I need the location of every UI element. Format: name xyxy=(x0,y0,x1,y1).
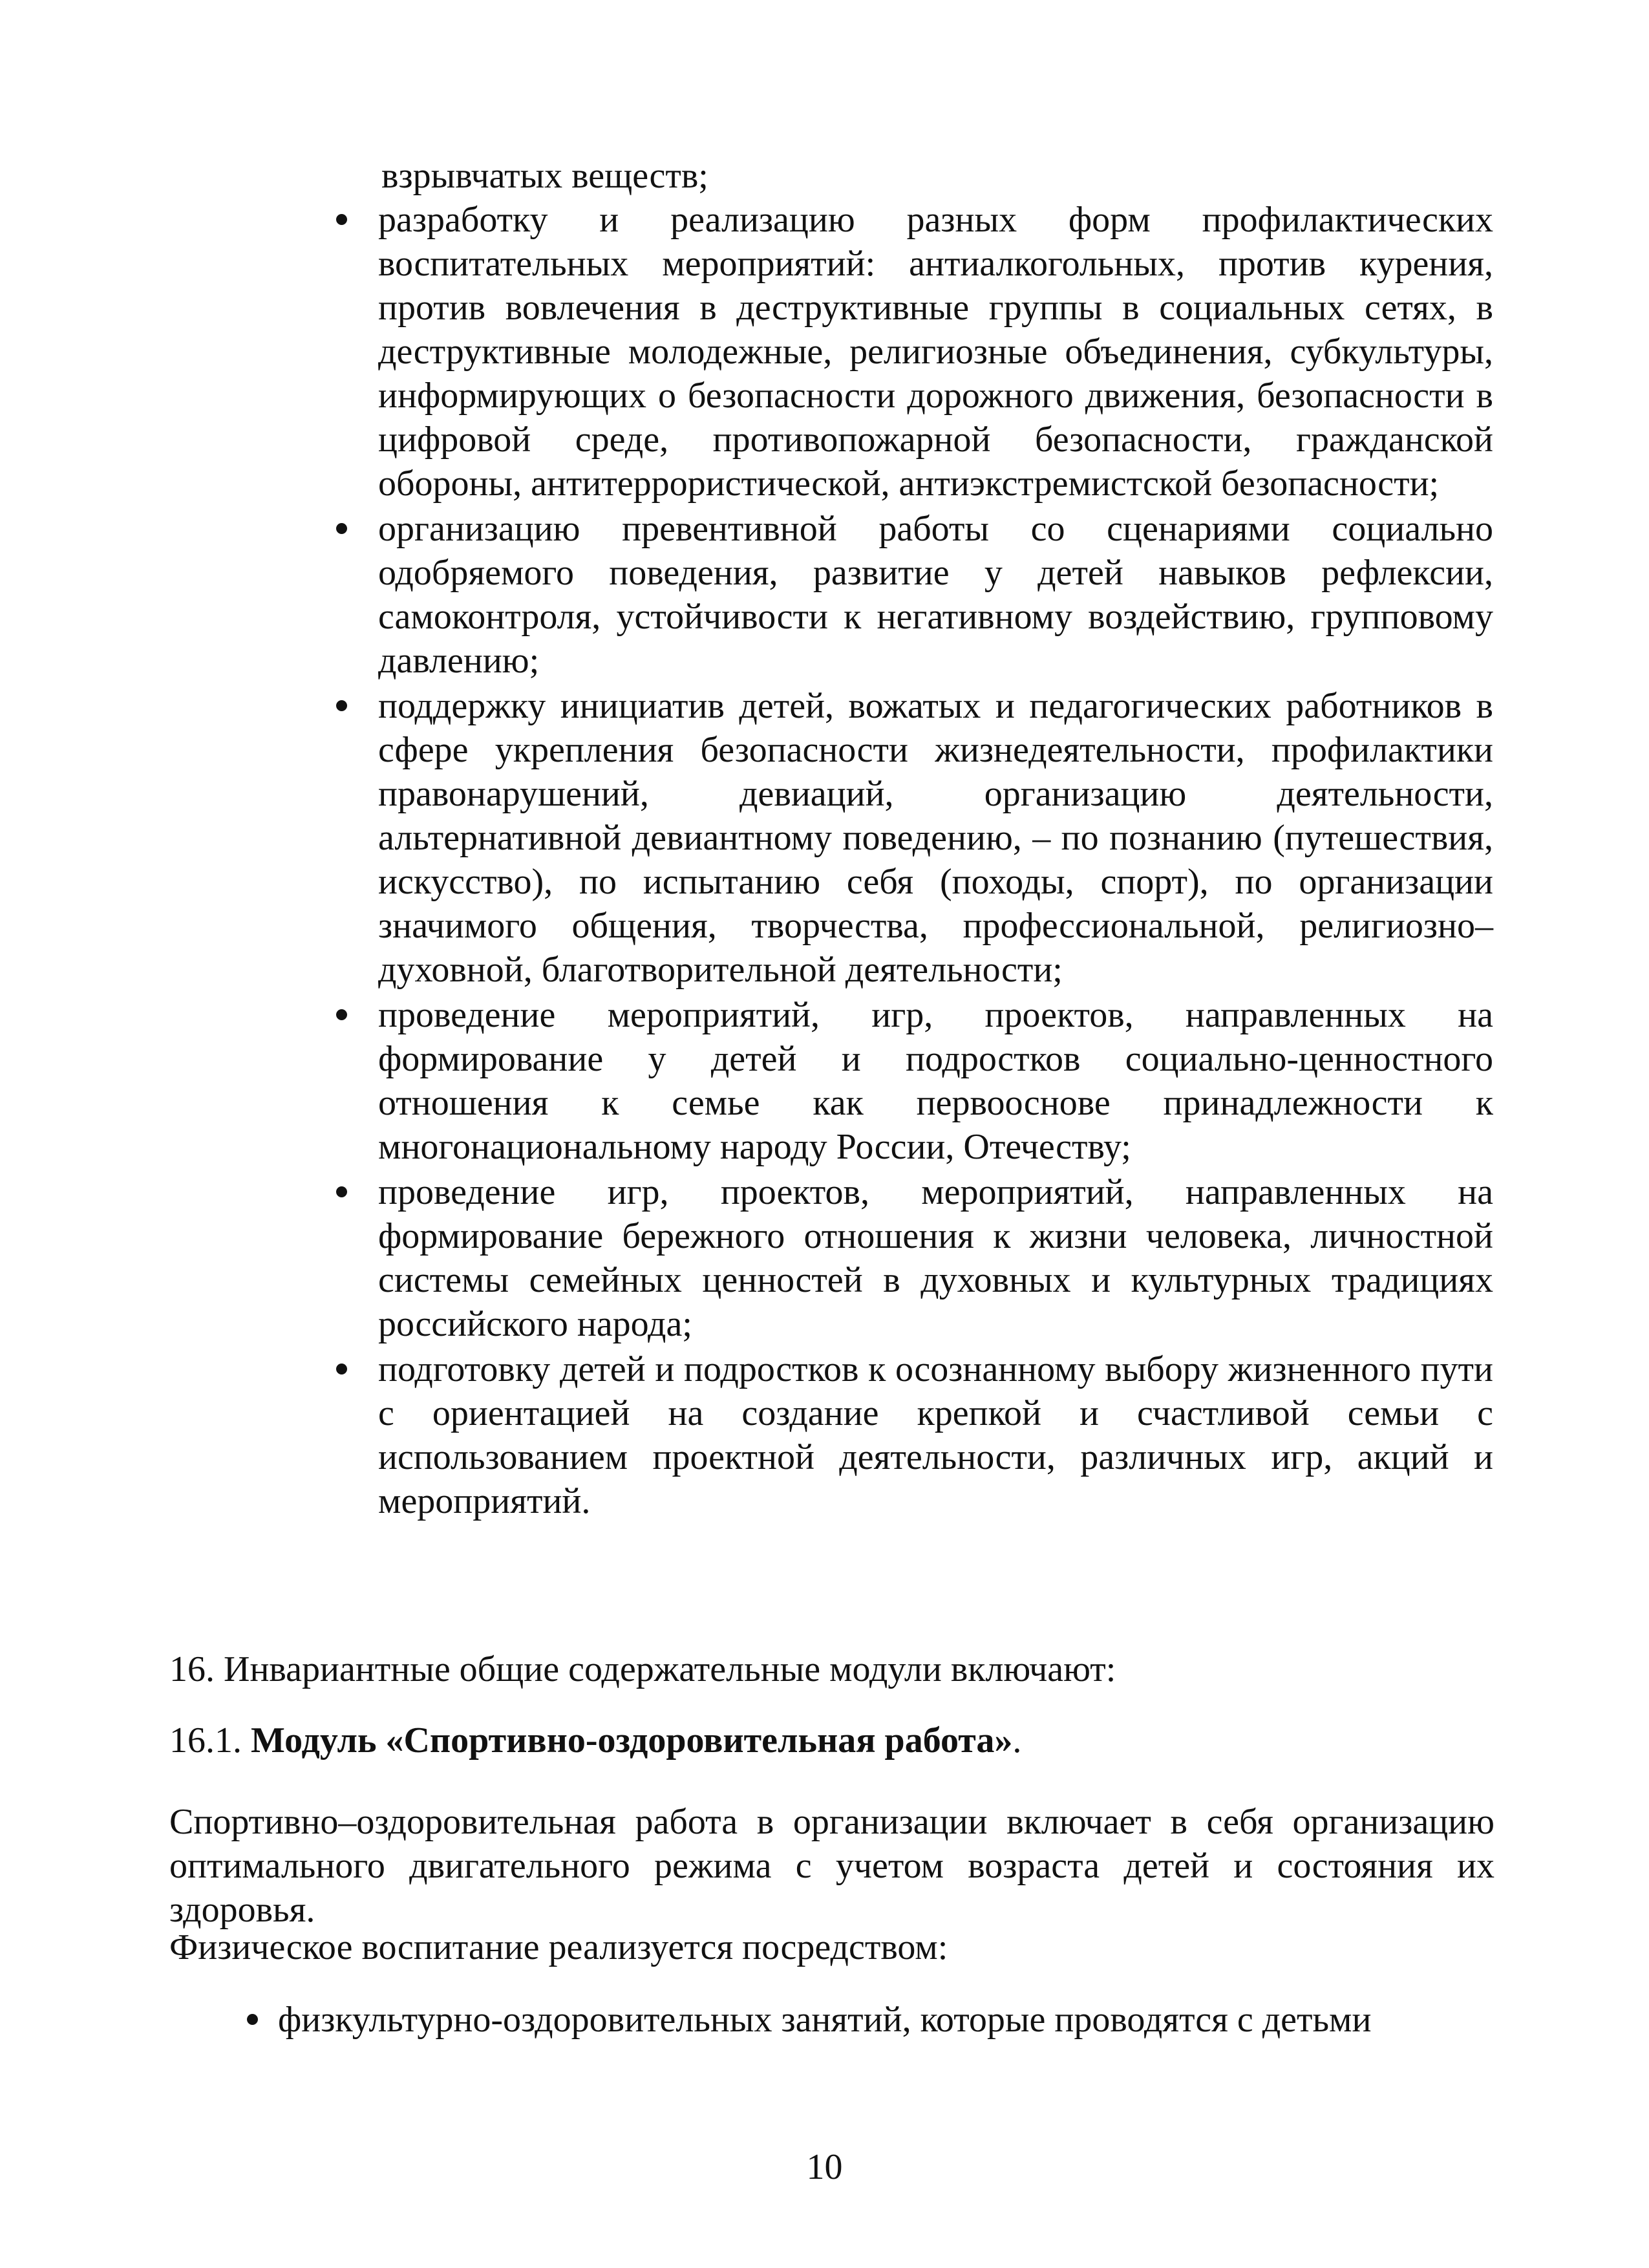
list-item-text: организацию превентивной работы со сценариями социально одобряемого поведения, развитие у детей навыков рефлексии, самоконтроля, устойчивости к негативному воздействию, групповому давлению; xyxy=(378,509,1493,681)
continuation-text: взрывчатых веществ; xyxy=(381,156,708,196)
section-16-1-heading xyxy=(169,1718,1495,1762)
heading-period: . xyxy=(1012,1720,1022,1760)
sport-paragraph: Спортивно–оздоровительная работа в организации включает в себя организацию оптимального двигательного режима с учетом возраста детей и состояния их здоровья. xyxy=(169,1802,1495,1930)
page-number: 10 xyxy=(806,2147,843,2187)
module-title: Модуль «Спортивно-оздоровительная работа» xyxy=(251,1720,1013,1760)
list-item xyxy=(378,198,1493,506)
list-item-text: проведение игр, проектов, мероприятий, направленных на формирование бережного отношения к жизни человека, личностной системы семейных ценностей в духовных и культурных традициях российского народа; xyxy=(378,1172,1493,1344)
bullet-dot-icon xyxy=(336,700,347,711)
list-item-text: поддержку инициатив детей, вожатых и педагогических работников в сфере укрепления безопасности жизнедеятельности, профилактики правонарушений, девиаций, организацию деятельности, альтернативной девиантному поведению, – по познанию (путешествия, искусство), по испытанию себя (походы, спорт), по организации значимого общения, творчества, профессиональной, религиозно–духовной, благотворительной деятельности; xyxy=(378,686,1493,990)
section-number: 16.1. xyxy=(169,1720,242,1760)
bullet-dot-icon xyxy=(336,1186,347,1197)
list-item-text: разработку и реализацию разных форм профилактических воспитательных мероприятий: антиалкогольных, против курения, против вовлечения в деструктивные группы в социальных сетях, в деструктивные молодежные, религиозные объединения, субкультуры, информирующих о безопасности дорожного движения, безопасности в цифровой среде, противопожарной безопасности, гражданской обороны, антитеррористической, антиэкстремистской безопасности; xyxy=(378,200,1493,504)
list-item xyxy=(378,684,1493,992)
list-item xyxy=(278,1998,1493,2042)
list-item xyxy=(378,507,1493,683)
list-item-text: проведение мероприятий, игр, проектов, направленных на формирование у детей и подростков социально-ценностного отношения к семье как первооснове принадлежности к многонациональному народу России, Отечеству; xyxy=(378,995,1493,1167)
list-item xyxy=(378,993,1493,1169)
bullet-dot-icon xyxy=(336,523,347,534)
bullet-dot-icon xyxy=(336,214,347,225)
list-item xyxy=(378,1347,1493,1523)
bullet-dot-icon xyxy=(247,2014,258,2025)
physical-education-paragraph: Физическое воспитание реализуется посредством: xyxy=(169,1927,948,1967)
bullet-dot-icon xyxy=(336,1009,347,1020)
bullet-list xyxy=(378,198,1493,1524)
list-item-text: физкультурно-оздоровительных занятий, которые проводятся с детьми xyxy=(278,2000,1372,2040)
list-item-text: подготовку детей и подростков к осознанному выбору жизненного пути с ориентацией на создание крепкой и счастливой семьи с использованием проектной деятельности, различных игр, акций и мероприятий. xyxy=(378,1349,1493,1521)
list-item xyxy=(378,1170,1493,1346)
bullet-dot-icon xyxy=(336,1364,347,1375)
section-16-heading: 16. Инвариантные общие содержательные модули включают: xyxy=(169,1649,1116,1689)
